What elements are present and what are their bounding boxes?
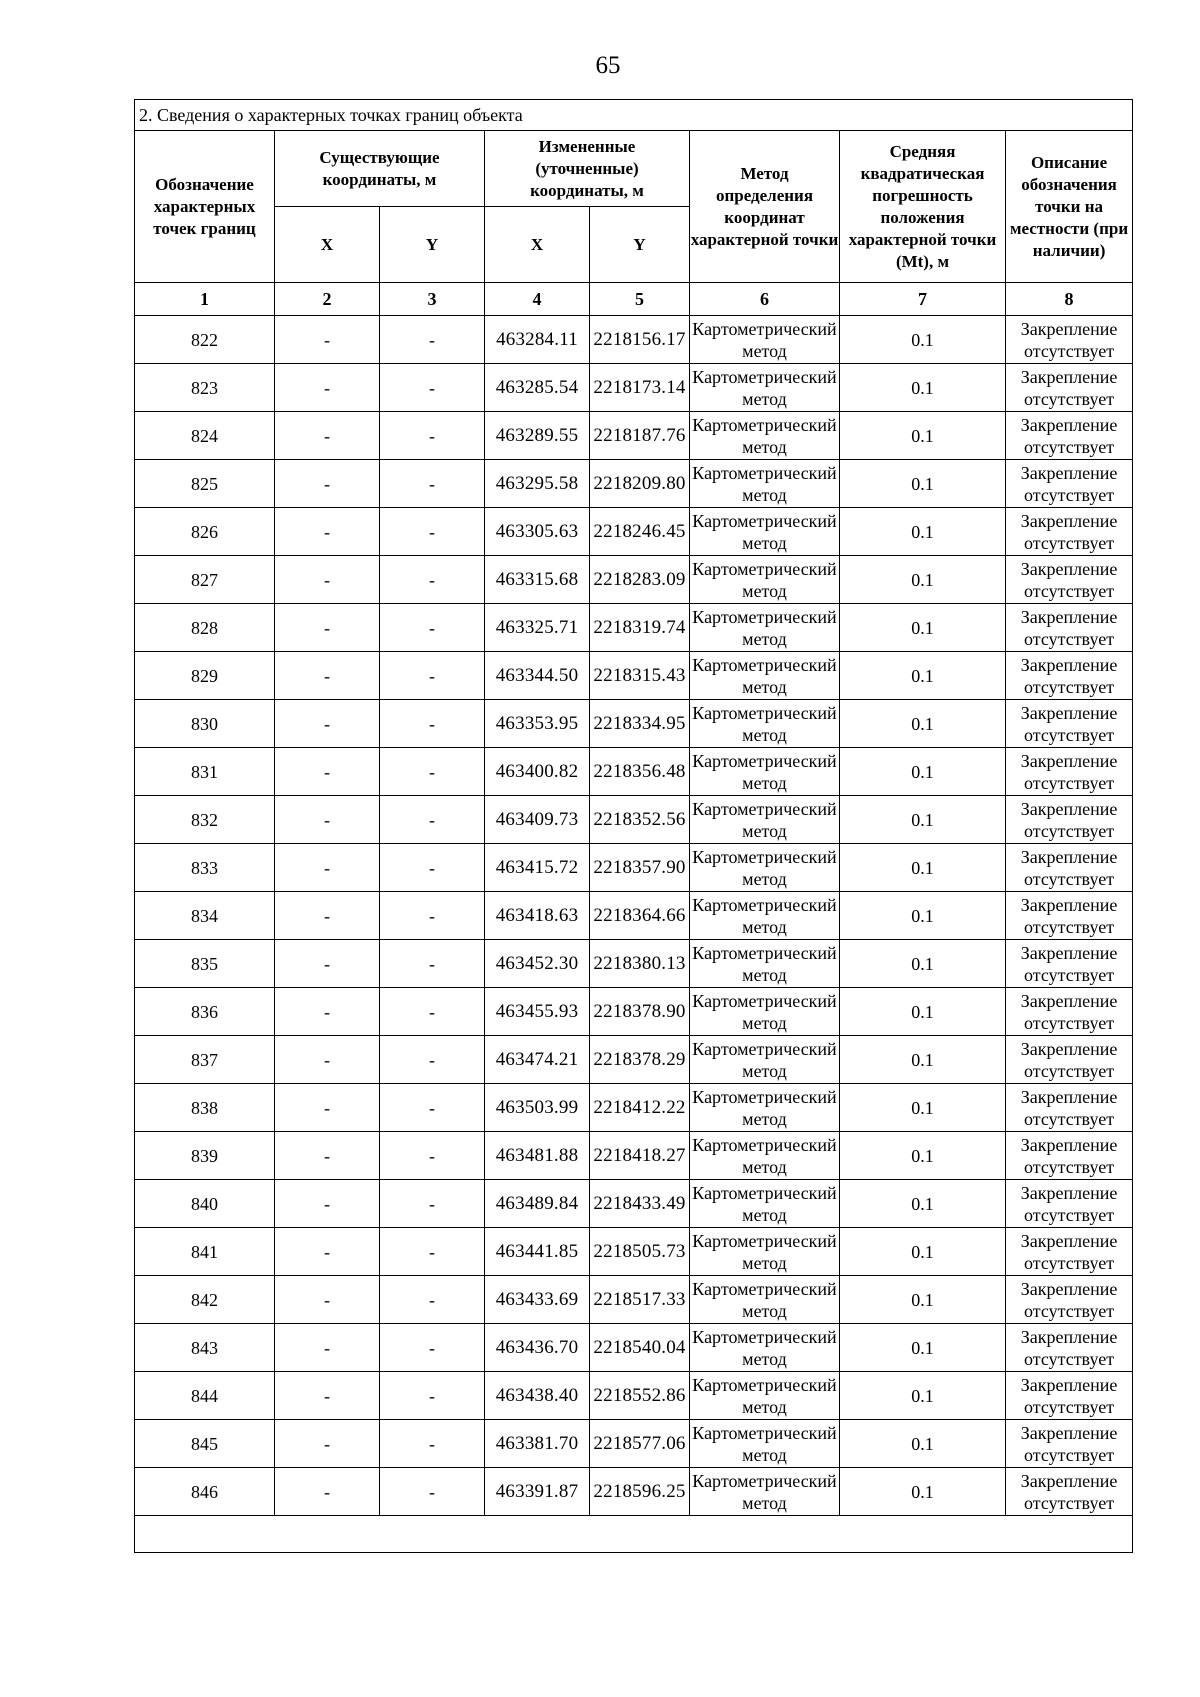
existing-x: -	[275, 412, 380, 460]
changed-x: 463418.63	[485, 892, 590, 940]
column-number: 1	[135, 283, 275, 316]
header-description: Описание обозначения точки на местности (при наличии)	[1006, 131, 1133, 283]
point-id: 827	[135, 556, 275, 604]
error-value: 0.1	[840, 748, 1006, 796]
method: Картометрический метод	[690, 1228, 840, 1276]
point-description: Закрепление отсутствует	[1006, 652, 1133, 700]
changed-y: 2218552.86	[590, 1372, 690, 1420]
point-id: 824	[135, 412, 275, 460]
method: Картометрический метод	[690, 892, 840, 940]
changed-y: 2218187.76	[590, 412, 690, 460]
existing-y: -	[380, 556, 485, 604]
point-id: 836	[135, 988, 275, 1036]
point-id: 832	[135, 796, 275, 844]
error-value: 0.1	[840, 412, 1006, 460]
existing-y: -	[380, 988, 485, 1036]
point-description: Закрепление отсутствует	[1006, 1036, 1133, 1084]
point-id: 837	[135, 1036, 275, 1084]
table-row	[135, 1420, 1133, 1468]
table-row	[135, 604, 1133, 652]
section-title: 2. Сведения о характерных точках границ объекта	[135, 100, 1133, 131]
existing-x: -	[275, 1468, 380, 1516]
changed-x: 463353.95	[485, 700, 590, 748]
method: Картометрический метод	[690, 556, 840, 604]
column-number: 2	[275, 283, 380, 316]
changed-x: 463305.63	[485, 508, 590, 556]
changed-y: 2218577.06	[590, 1420, 690, 1468]
existing-y: -	[380, 1036, 485, 1084]
point-description: Закрепление отсутствует	[1006, 940, 1133, 988]
changed-x: 463325.71	[485, 604, 590, 652]
method: Картометрический метод	[690, 844, 840, 892]
method: Картометрический метод	[690, 460, 840, 508]
changed-x: 463344.50	[485, 652, 590, 700]
changed-x: 463381.70	[485, 1420, 590, 1468]
point-id: 823	[135, 364, 275, 412]
existing-y: -	[380, 412, 485, 460]
point-description: Закрепление отсутствует	[1006, 1084, 1133, 1132]
point-description: Закрепление отсутствует	[1006, 700, 1133, 748]
point-id: 825	[135, 460, 275, 508]
existing-y: -	[380, 1420, 485, 1468]
header-error: Средняя квадратическая погрешность положения характерной точки (Mt), м	[840, 131, 1006, 283]
page-number: 65	[595, 52, 621, 79]
point-description: Закрепление отсутствует	[1006, 316, 1133, 364]
existing-y: -	[380, 604, 485, 652]
method: Картометрический метод	[690, 1468, 840, 1516]
point-id: 833	[135, 844, 275, 892]
boundary-points-table	[134, 99, 1133, 1553]
point-id: 840	[135, 1180, 275, 1228]
method: Картометрический метод	[690, 364, 840, 412]
point-description: Закрепление отсутствует	[1006, 604, 1133, 652]
header-method: Метод определения координат характерной точки	[690, 131, 840, 283]
changed-y: 2218319.74	[590, 604, 690, 652]
point-id: 831	[135, 748, 275, 796]
point-description: Закрепление отсутствует	[1006, 892, 1133, 940]
existing-x: -	[275, 988, 380, 1036]
changed-y: 2218412.22	[590, 1084, 690, 1132]
point-description: Закрепление отсутствует	[1006, 844, 1133, 892]
error-value: 0.1	[840, 1420, 1006, 1468]
table-row	[135, 556, 1133, 604]
header-changed-y: Y	[590, 207, 690, 283]
point-id: 822	[135, 316, 275, 364]
table-row	[135, 460, 1133, 508]
column-number: 3	[380, 283, 485, 316]
table-row	[135, 1132, 1133, 1180]
point-description: Закрепление отсутствует	[1006, 412, 1133, 460]
error-value: 0.1	[840, 316, 1006, 364]
existing-x: -	[275, 652, 380, 700]
changed-x: 463400.82	[485, 748, 590, 796]
point-id: 830	[135, 700, 275, 748]
changed-x: 463284.11	[485, 316, 590, 364]
column-number: 5	[590, 283, 690, 316]
existing-x: -	[275, 1420, 380, 1468]
existing-y: -	[380, 700, 485, 748]
method: Картометрический метод	[690, 1180, 840, 1228]
point-description: Закрепление отсутствует	[1006, 1132, 1133, 1180]
existing-x: -	[275, 556, 380, 604]
point-id: 826	[135, 508, 275, 556]
error-value: 0.1	[840, 1180, 1006, 1228]
error-value: 0.1	[840, 460, 1006, 508]
changed-x: 463455.93	[485, 988, 590, 1036]
error-value: 0.1	[840, 700, 1006, 748]
point-description: Закрепление отсутствует	[1006, 1228, 1133, 1276]
method: Картометрический метод	[690, 1036, 840, 1084]
point-id: 839	[135, 1132, 275, 1180]
existing-x: -	[275, 1276, 380, 1324]
table-row	[135, 1468, 1133, 1516]
point-description: Закрепление отсутствует	[1006, 1372, 1133, 1420]
existing-y: -	[380, 892, 485, 940]
point-description: Закрепление отсутствует	[1006, 556, 1133, 604]
point-id: 845	[135, 1420, 275, 1468]
table-row	[135, 364, 1133, 412]
method: Картометрический метод	[690, 796, 840, 844]
method: Картометрический метод	[690, 1420, 840, 1468]
point-description: Закрепление отсутствует	[1006, 364, 1133, 412]
existing-x: -	[275, 700, 380, 748]
error-value: 0.1	[840, 988, 1006, 1036]
error-value: 0.1	[840, 652, 1006, 700]
point-description: Закрепление отсутствует	[1006, 1324, 1133, 1372]
point-description: Закрепление отсутствует	[1006, 1420, 1133, 1468]
existing-x: -	[275, 1372, 380, 1420]
changed-x: 463391.87	[485, 1468, 590, 1516]
table-row	[135, 796, 1133, 844]
existing-x: -	[275, 1036, 380, 1084]
method: Картометрический метод	[690, 604, 840, 652]
changed-y: 2218357.90	[590, 844, 690, 892]
method: Картометрический метод	[690, 508, 840, 556]
changed-x: 463415.72	[485, 844, 590, 892]
existing-x: -	[275, 844, 380, 892]
existing-y: -	[380, 460, 485, 508]
changed-y: 2218378.29	[590, 1036, 690, 1084]
point-id: 844	[135, 1372, 275, 1420]
point-description: Закрепление отсутствует	[1006, 796, 1133, 844]
error-value: 0.1	[840, 844, 1006, 892]
changed-x: 463452.30	[485, 940, 590, 988]
changed-y: 2218378.90	[590, 988, 690, 1036]
table-row	[135, 988, 1133, 1036]
changed-y: 2218418.27	[590, 1132, 690, 1180]
existing-y: -	[380, 1132, 485, 1180]
existing-y: -	[380, 1276, 485, 1324]
changed-x: 463481.88	[485, 1132, 590, 1180]
changed-y: 2218364.66	[590, 892, 690, 940]
point-description: Закрепление отсутствует	[1006, 508, 1133, 556]
changed-y: 2218209.80	[590, 460, 690, 508]
changed-y: 2218433.49	[590, 1180, 690, 1228]
changed-x: 463503.99	[485, 1084, 590, 1132]
point-id: 843	[135, 1324, 275, 1372]
point-id: 838	[135, 1084, 275, 1132]
error-value: 0.1	[840, 1324, 1006, 1372]
table-row	[135, 892, 1133, 940]
existing-y: -	[380, 508, 485, 556]
error-value: 0.1	[840, 1372, 1006, 1420]
method: Картометрический метод	[690, 988, 840, 1036]
point-description: Закрепление отсутствует	[1006, 748, 1133, 796]
header-designation: Обозначение характерных точек границ	[135, 131, 275, 283]
changed-y: 2218596.25	[590, 1468, 690, 1516]
point-id: 842	[135, 1276, 275, 1324]
method: Картометрический метод	[690, 1084, 840, 1132]
existing-y: -	[380, 364, 485, 412]
changed-x: 463474.21	[485, 1036, 590, 1084]
point-description: Закрепление отсутствует	[1006, 988, 1133, 1036]
existing-y: -	[380, 796, 485, 844]
error-value: 0.1	[840, 556, 1006, 604]
changed-x: 463289.55	[485, 412, 590, 460]
method: Картометрический метод	[690, 412, 840, 460]
table-row	[135, 940, 1133, 988]
changed-y: 2218380.13	[590, 940, 690, 988]
changed-y: 2218540.04	[590, 1324, 690, 1372]
existing-x: -	[275, 796, 380, 844]
method: Картометрический метод	[690, 652, 840, 700]
existing-x: -	[275, 940, 380, 988]
column-number: 6	[690, 283, 840, 316]
existing-y: -	[380, 1372, 485, 1420]
column-number: 8	[1006, 283, 1133, 316]
point-description: Закрепление отсутствует	[1006, 1180, 1133, 1228]
column-number: 7	[840, 283, 1006, 316]
table-row	[135, 412, 1133, 460]
error-value: 0.1	[840, 892, 1006, 940]
point-id: 846	[135, 1468, 275, 1516]
error-value: 0.1	[840, 604, 1006, 652]
empty-footer-row	[135, 1516, 1133, 1553]
error-value: 0.1	[840, 1132, 1006, 1180]
existing-x: -	[275, 1228, 380, 1276]
changed-x: 463441.85	[485, 1228, 590, 1276]
changed-y: 2218283.09	[590, 556, 690, 604]
existing-x: -	[275, 1132, 380, 1180]
header-changed-x: X	[485, 207, 590, 283]
point-description: Закрепление отсутствует	[1006, 1468, 1133, 1516]
table-row	[135, 1324, 1133, 1372]
changed-y: 2218173.14	[590, 364, 690, 412]
existing-x: -	[275, 316, 380, 364]
changed-y: 2218246.45	[590, 508, 690, 556]
table-row	[135, 1180, 1133, 1228]
column-number: 4	[485, 283, 590, 316]
changed-y: 2218352.56	[590, 796, 690, 844]
table-row	[135, 508, 1133, 556]
header-changed-coordinates: Измененные (уточненные) координаты, м	[485, 131, 690, 207]
method: Картометрический метод	[690, 316, 840, 364]
existing-y: -	[380, 1180, 485, 1228]
point-id: 829	[135, 652, 275, 700]
existing-x: -	[275, 1324, 380, 1372]
table-row	[135, 1372, 1133, 1420]
table-row	[135, 316, 1133, 364]
error-value: 0.1	[840, 1084, 1006, 1132]
table-row	[135, 1228, 1133, 1276]
table-row	[135, 1084, 1133, 1132]
changed-x: 463295.58	[485, 460, 590, 508]
existing-y: -	[380, 1228, 485, 1276]
table-row	[135, 1036, 1133, 1084]
table-body	[135, 316, 1133, 1516]
existing-y: -	[380, 844, 485, 892]
changed-y: 2218517.33	[590, 1276, 690, 1324]
table-row	[135, 700, 1133, 748]
point-description: Закрепление отсутствует	[1006, 1276, 1133, 1324]
method: Картометрический метод	[690, 1132, 840, 1180]
method: Картометрический метод	[690, 1276, 840, 1324]
point-id: 835	[135, 940, 275, 988]
error-value: 0.1	[840, 508, 1006, 556]
table-row	[135, 1276, 1133, 1324]
existing-y: -	[380, 748, 485, 796]
changed-x: 463489.84	[485, 1180, 590, 1228]
existing-x: -	[275, 748, 380, 796]
changed-x: 463436.70	[485, 1324, 590, 1372]
point-id: 834	[135, 892, 275, 940]
existing-x: -	[275, 508, 380, 556]
existing-y: -	[380, 1084, 485, 1132]
error-value: 0.1	[840, 1468, 1006, 1516]
method: Картометрический метод	[690, 748, 840, 796]
existing-x: -	[275, 364, 380, 412]
existing-x: -	[275, 604, 380, 652]
error-value: 0.1	[840, 1276, 1006, 1324]
point-id: 828	[135, 604, 275, 652]
existing-x: -	[275, 1180, 380, 1228]
header-existing-y: Y	[380, 207, 485, 283]
changed-y: 2218505.73	[590, 1228, 690, 1276]
header-existing-coordinates: Существующие координаты, м	[275, 131, 485, 207]
table-row	[135, 748, 1133, 796]
changed-x: 463438.40	[485, 1372, 590, 1420]
existing-x: -	[275, 1084, 380, 1132]
method: Картометрический метод	[690, 940, 840, 988]
error-value: 0.1	[840, 1036, 1006, 1084]
existing-y: -	[380, 1468, 485, 1516]
existing-y: -	[380, 652, 485, 700]
method: Картометрический метод	[690, 700, 840, 748]
changed-y: 2218315.43	[590, 652, 690, 700]
existing-y: -	[380, 1324, 485, 1372]
changed-y: 2218156.17	[590, 316, 690, 364]
point-id: 841	[135, 1228, 275, 1276]
table-row	[135, 844, 1133, 892]
existing-x: -	[275, 460, 380, 508]
changed-y: 2218356.48	[590, 748, 690, 796]
error-value: 0.1	[840, 364, 1006, 412]
changed-x: 463315.68	[485, 556, 590, 604]
changed-x: 463433.69	[485, 1276, 590, 1324]
error-value: 0.1	[840, 796, 1006, 844]
existing-x: -	[275, 892, 380, 940]
method: Картометрический метод	[690, 1372, 840, 1420]
error-value: 0.1	[840, 940, 1006, 988]
point-description: Закрепление отсутствует	[1006, 460, 1133, 508]
boundary-points-table-wrap	[134, 99, 1132, 1553]
error-value: 0.1	[840, 1228, 1006, 1276]
existing-y: -	[380, 316, 485, 364]
existing-y: -	[380, 940, 485, 988]
changed-x: 463285.54	[485, 364, 590, 412]
changed-x: 463409.73	[485, 796, 590, 844]
method: Картометрический метод	[690, 1324, 840, 1372]
changed-y: 2218334.95	[590, 700, 690, 748]
header-existing-x: X	[275, 207, 380, 283]
table-row	[135, 652, 1133, 700]
